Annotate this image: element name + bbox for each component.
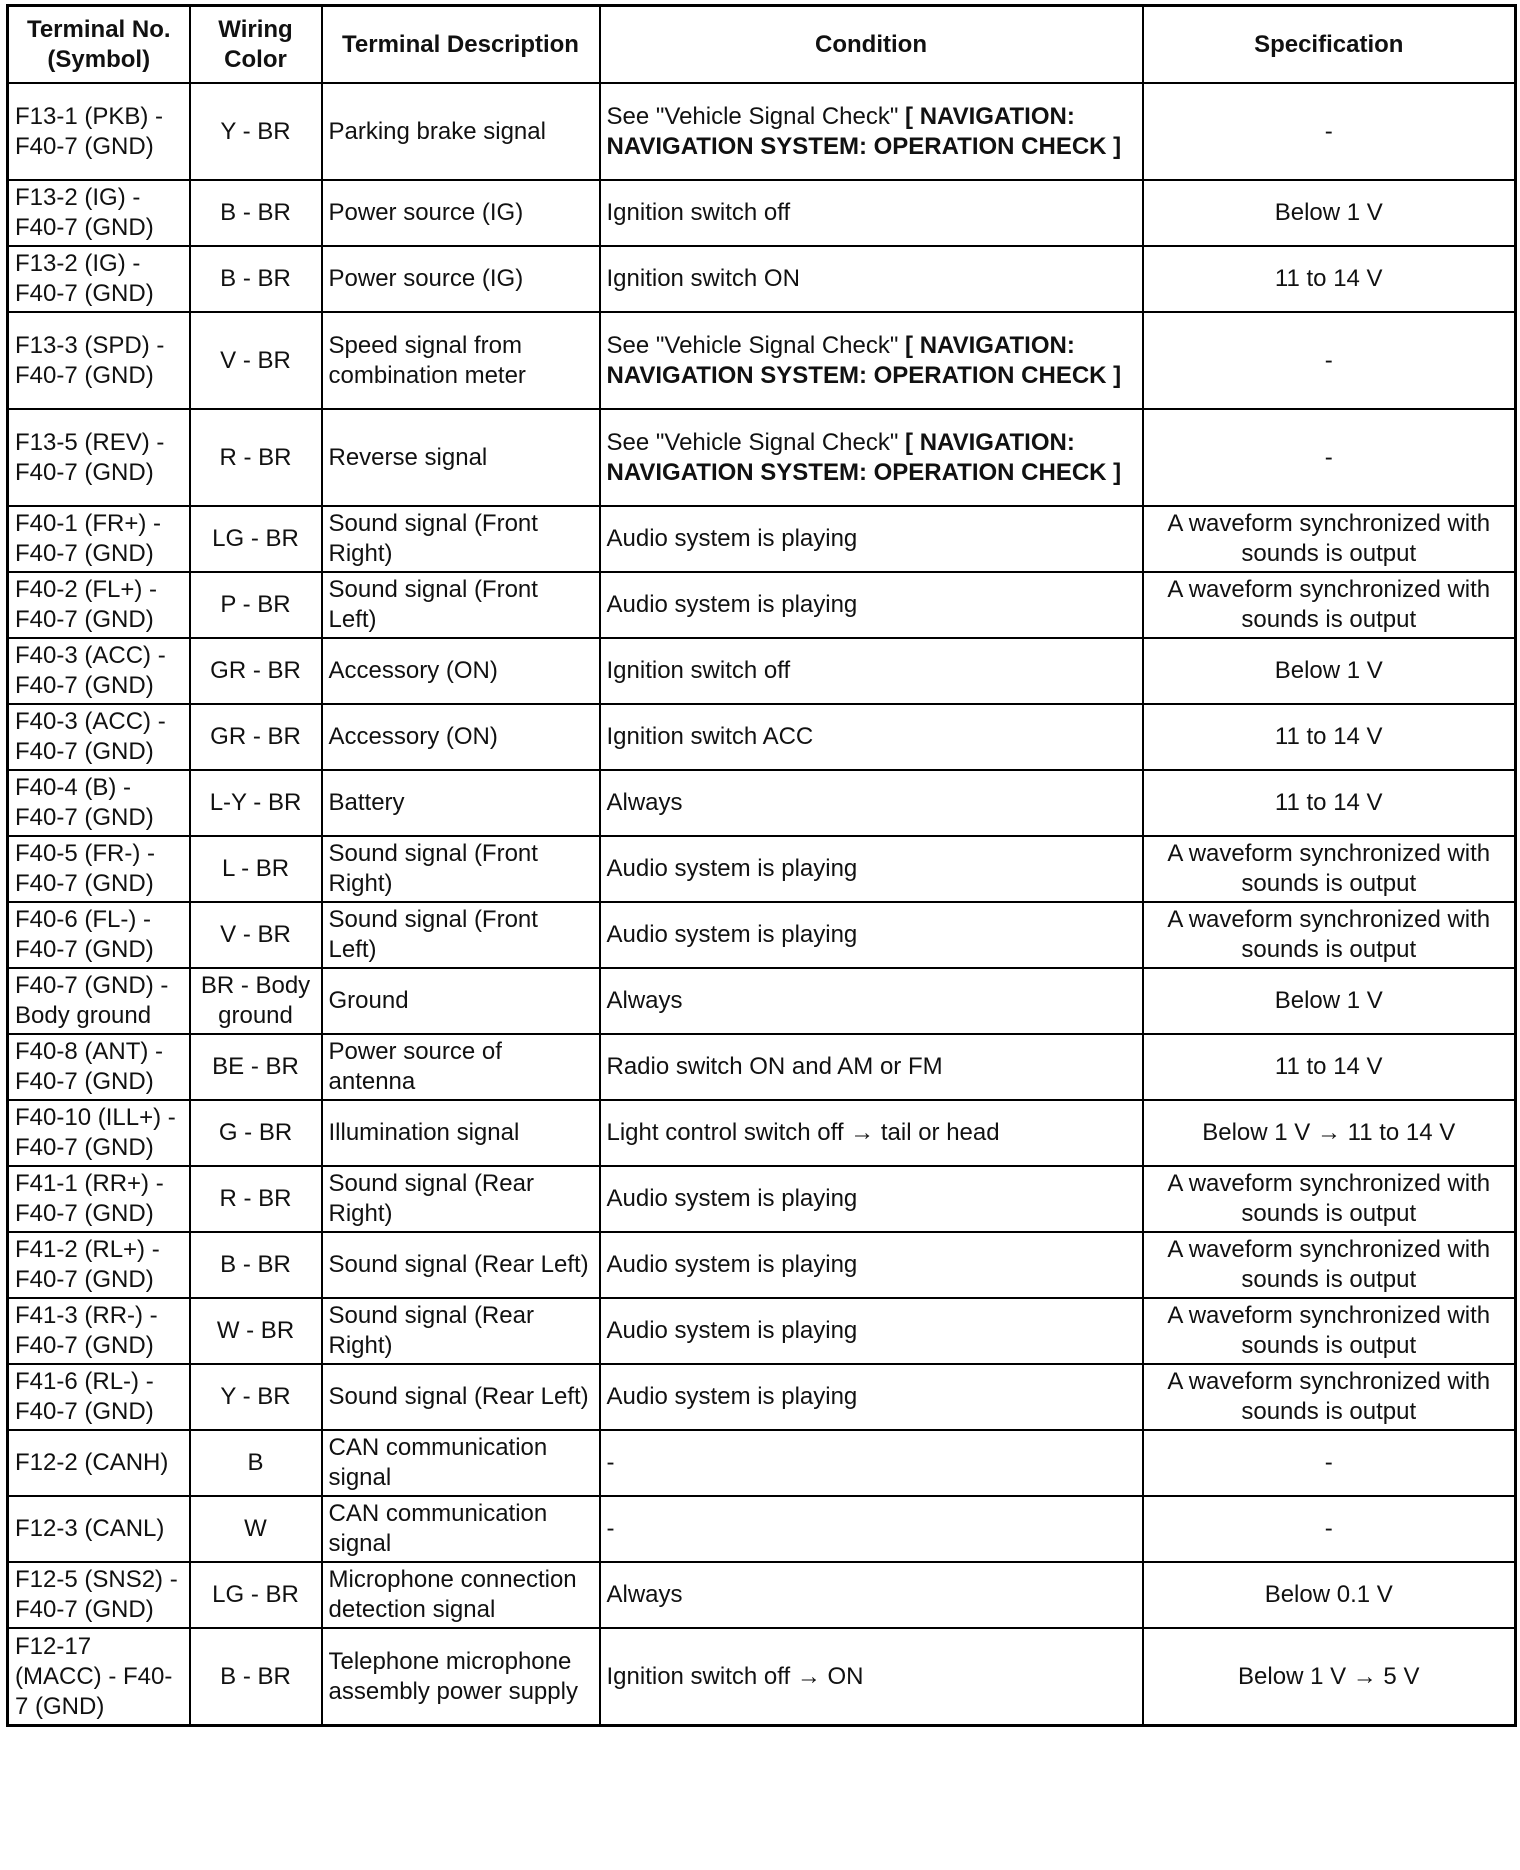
cell-description: Power source of antenna <box>322 1034 600 1100</box>
cell-description: Sound signal (Front Left) <box>322 902 600 968</box>
cell-wiring-color: L-Y - BR <box>190 770 322 836</box>
terminal-table-container <box>6 4 1514 1727</box>
cell-terminal: F40-4 (B) - F40-7 (GND) <box>8 770 190 836</box>
cell-wiring-color: LG - BR <box>190 506 322 572</box>
table-row <box>8 704 1516 770</box>
condition-text: Audio system is playing <box>606 1251 858 1278</box>
cell-condition <box>600 409 1143 506</box>
table-row <box>8 180 1516 246</box>
header-terminal-description: Terminal Description <box>322 6 600 84</box>
cell-description: Parking brake signal <box>322 83 600 180</box>
cell-wiring-color: P - BR <box>190 572 322 638</box>
cell-terminal: F40-7 (GND) - Body ground <box>8 968 190 1034</box>
cell-terminal: F40-5 (FR-) - F40-7 (GND) <box>8 836 190 902</box>
cell-condition <box>600 506 1143 572</box>
table-row <box>8 312 1516 409</box>
terminal-table <box>6 4 1517 1727</box>
cell-condition <box>600 1298 1143 1364</box>
cell-terminal: F12-2 (CANH) <box>8 1430 190 1496</box>
cell-specification: 11 to 14 V <box>1143 770 1516 836</box>
cell-wiring-color: R - BR <box>190 409 322 506</box>
cell-terminal: F40-3 (ACC) - F40-7 (GND) <box>8 638 190 704</box>
cell-wiring-color: Y - BR <box>190 83 322 180</box>
cell-specification: - <box>1143 1430 1516 1496</box>
cell-condition <box>600 1100 1143 1166</box>
cell-condition <box>600 1166 1143 1232</box>
condition-text: Ignition switch off → ON <box>606 1662 864 1690</box>
table-row <box>8 409 1516 506</box>
condition-text: Audio system is playing <box>606 591 858 618</box>
condition-text: Audio system is playing <box>606 855 858 882</box>
table-row <box>8 902 1516 968</box>
cell-terminal: F40-8 (ANT) - F40-7 (GND) <box>8 1034 190 1100</box>
condition-text: Audio system is playing <box>606 921 858 948</box>
table-row <box>8 836 1516 902</box>
cell-specification: 11 to 14 V <box>1143 246 1516 312</box>
cell-wiring-color: V - BR <box>190 312 322 409</box>
cell-terminal: F41-6 (RL-) - F40-7 (GND) <box>8 1364 190 1430</box>
cell-condition <box>600 246 1143 312</box>
cell-specification: A waveform synchronized with sounds is output <box>1143 1364 1516 1430</box>
condition-text: Audio system is playing <box>606 1185 858 1212</box>
table-row <box>8 638 1516 704</box>
cell-condition <box>600 1430 1143 1496</box>
cell-specification: - <box>1143 409 1516 506</box>
table-row <box>8 1100 1516 1166</box>
cell-terminal: F41-1 (RR+) - F40-7 (GND) <box>8 1166 190 1232</box>
condition-text: Always <box>606 789 683 816</box>
cell-condition <box>600 1364 1143 1430</box>
table-row <box>8 572 1516 638</box>
cell-specification: Below 1 V <box>1143 180 1516 246</box>
cell-specification: A waveform synchronized with sounds is output <box>1143 902 1516 968</box>
cell-terminal: F13-1 (PKB) - F40-7 (GND) <box>8 83 190 180</box>
cell-condition <box>600 312 1143 409</box>
cell-description: Accessory (ON) <box>322 704 600 770</box>
condition-text: See "Vehicle Signal Check" <box>606 331 906 359</box>
cell-description: Sound signal (Rear Left) <box>322 1364 600 1430</box>
condition-text: Ignition switch ACC <box>606 723 814 750</box>
cell-description: Accessory (ON) <box>322 638 600 704</box>
cell-wiring-color: B - BR <box>190 246 322 312</box>
cell-wiring-color: BE - BR <box>190 1034 322 1100</box>
cell-description: CAN communication signal <box>322 1430 600 1496</box>
cell-condition <box>600 770 1143 836</box>
cell-wiring-color: B - BR <box>190 180 322 246</box>
header-row <box>8 6 1516 84</box>
table-row <box>8 506 1516 572</box>
condition-reference-link[interactable]: [ NAVIGATION: NAVIGATION SYSTEM: OPERATION CHECK ] <box>606 331 1122 389</box>
cell-description: Sound signal (Rear Left) <box>322 1232 600 1298</box>
cell-description: Power source (IG) <box>322 180 600 246</box>
cell-wiring-color: G - BR <box>190 1100 322 1166</box>
cell-specification: - <box>1143 312 1516 409</box>
cell-specification: - <box>1143 1496 1516 1562</box>
header-terminal: Terminal No. (Symbol) <box>8 6 190 84</box>
table-row <box>8 770 1516 836</box>
cell-terminal: F41-3 (RR-) - F40-7 (GND) <box>8 1298 190 1364</box>
table-row <box>8 1496 1516 1562</box>
condition-text: See "Vehicle Signal Check" <box>606 102 906 130</box>
condition-text: Audio system is playing <box>606 1383 858 1410</box>
cell-description: Sound signal (Front Left) <box>322 572 600 638</box>
table-row <box>8 1166 1516 1232</box>
cell-description: Illumination signal <box>322 1100 600 1166</box>
table-row <box>8 1034 1516 1100</box>
condition-text: See "Vehicle Signal Check" <box>606 428 906 456</box>
cell-condition <box>600 1034 1143 1100</box>
cell-terminal: F40-2 (FL+) - F40-7 (GND) <box>8 572 190 638</box>
cell-description: Speed signal from combination meter <box>322 312 600 409</box>
cell-terminal: F12-17 (MACC) - F40-7 (GND) <box>8 1628 190 1726</box>
cell-terminal: F40-1 (FR+) - F40-7 (GND) <box>8 506 190 572</box>
cell-specification: 11 to 14 V <box>1143 704 1516 770</box>
cell-description: Sound signal (Front Right) <box>322 836 600 902</box>
cell-description: Telephone microphone assembly power supply <box>322 1628 600 1726</box>
cell-condition <box>600 1628 1143 1726</box>
condition-text: Ignition switch ON <box>606 265 800 292</box>
cell-terminal: F40-3 (ACC) - F40-7 (GND) <box>8 704 190 770</box>
cell-wiring-color: B - BR <box>190 1628 322 1726</box>
cell-wiring-color: GR - BR <box>190 638 322 704</box>
table-row <box>8 1298 1516 1364</box>
cell-description: Ground <box>322 968 600 1034</box>
condition-reference-link[interactable]: [ NAVIGATION: NAVIGATION SYSTEM: OPERATION CHECK ] <box>606 102 1122 160</box>
cell-condition <box>600 83 1143 180</box>
cell-description: Microphone connection detection signal <box>322 1562 600 1628</box>
condition-text: Audio system is playing <box>606 1317 858 1344</box>
cell-terminal: F13-2 (IG) - F40-7 (GND) <box>8 246 190 312</box>
cell-wiring-color: B - BR <box>190 1232 322 1298</box>
cell-specification: A waveform synchronized with sounds is output <box>1143 1166 1516 1232</box>
cell-terminal: F13-3 (SPD) - F40-7 (GND) <box>8 312 190 409</box>
cell-wiring-color: L - BR <box>190 836 322 902</box>
condition-text: - <box>606 1449 615 1476</box>
cell-description: Reverse signal <box>322 409 600 506</box>
cell-condition <box>600 572 1143 638</box>
cell-terminal: F40-10 (ILL+) - F40-7 (GND) <box>8 1100 190 1166</box>
header-specification: Specification <box>1143 6 1516 84</box>
cell-condition <box>600 1496 1143 1562</box>
cell-specification: Below 1 V → 5 V <box>1143 1628 1516 1726</box>
cell-wiring-color: GR - BR <box>190 704 322 770</box>
table-row <box>8 1562 1516 1628</box>
condition-text: Radio switch ON and AM or FM <box>606 1053 943 1080</box>
cell-description: CAN communication signal <box>322 1496 600 1562</box>
cell-wiring-color: W <box>190 1496 322 1562</box>
cell-specification: Below 1 V <box>1143 968 1516 1034</box>
cell-specification: - <box>1143 83 1516 180</box>
cell-condition <box>600 836 1143 902</box>
cell-condition <box>600 180 1143 246</box>
table-row <box>8 246 1516 312</box>
cell-specification: A waveform synchronized with sounds is output <box>1143 506 1516 572</box>
cell-specification: Below 1 V → 11 to 14 V <box>1143 1100 1516 1166</box>
cell-specification: Below 0.1 V <box>1143 1562 1516 1628</box>
cell-wiring-color: R - BR <box>190 1166 322 1232</box>
condition-text: Audio system is playing <box>606 525 858 552</box>
table-row <box>8 968 1516 1034</box>
header-wiring-color: Wiring Color <box>190 6 322 84</box>
table-row <box>8 1430 1516 1496</box>
cell-specification: Below 1 V <box>1143 638 1516 704</box>
cell-wiring-color: W - BR <box>190 1298 322 1364</box>
condition-reference-link[interactable]: [ NAVIGATION: NAVIGATION SYSTEM: OPERATION CHECK ] <box>606 428 1122 486</box>
condition-text: Always <box>606 1581 683 1608</box>
condition-text: - <box>606 1515 615 1542</box>
table-body <box>8 83 1516 1726</box>
condition-text: Light control switch off → tail or head <box>606 1119 1000 1146</box>
cell-specification: A waveform synchronized with sounds is output <box>1143 1232 1516 1298</box>
cell-specification: A waveform synchronized with sounds is output <box>1143 572 1516 638</box>
cell-terminal: F12-3 (CANL) <box>8 1496 190 1562</box>
cell-specification: A waveform synchronized with sounds is output <box>1143 836 1516 902</box>
condition-text: Always <box>606 987 683 1014</box>
cell-terminal: F13-5 (REV) - F40-7 (GND) <box>8 409 190 506</box>
cell-description: Power source (IG) <box>322 246 600 312</box>
table-row <box>8 1628 1516 1726</box>
header-condition: Condition <box>600 6 1143 84</box>
condition-text: Ignition switch off <box>606 657 791 684</box>
cell-condition <box>600 1562 1143 1628</box>
cell-description: Battery <box>322 770 600 836</box>
cell-terminal: F40-6 (FL-) - F40-7 (GND) <box>8 902 190 968</box>
table-row <box>8 1364 1516 1430</box>
cell-description: Sound signal (Front Right) <box>322 506 600 572</box>
cell-specification: 11 to 14 V <box>1143 1034 1516 1100</box>
cell-wiring-color: BR - Body ground <box>190 968 322 1034</box>
cell-wiring-color: B <box>190 1430 322 1496</box>
cell-condition <box>600 1232 1143 1298</box>
cell-terminal: F41-2 (RL+) - F40-7 (GND) <box>8 1232 190 1298</box>
cell-condition <box>600 968 1143 1034</box>
cell-description: Sound signal (Rear Right) <box>322 1166 600 1232</box>
table-row <box>8 83 1516 180</box>
cell-condition <box>600 704 1143 770</box>
cell-wiring-color: LG - BR <box>190 1562 322 1628</box>
cell-terminal: F12-5 (SNS2) - F40-7 (GND) <box>8 1562 190 1628</box>
cell-condition <box>600 902 1143 968</box>
cell-wiring-color: Y - BR <box>190 1364 322 1430</box>
table-row <box>8 1232 1516 1298</box>
cell-wiring-color: V - BR <box>190 902 322 968</box>
cell-description: Sound signal (Rear Right) <box>322 1298 600 1364</box>
condition-text: Ignition switch off <box>606 199 791 226</box>
cell-specification: A waveform synchronized with sounds is output <box>1143 1298 1516 1364</box>
cell-condition <box>600 638 1143 704</box>
cell-terminal: F13-2 (IG) - F40-7 (GND) <box>8 180 190 246</box>
